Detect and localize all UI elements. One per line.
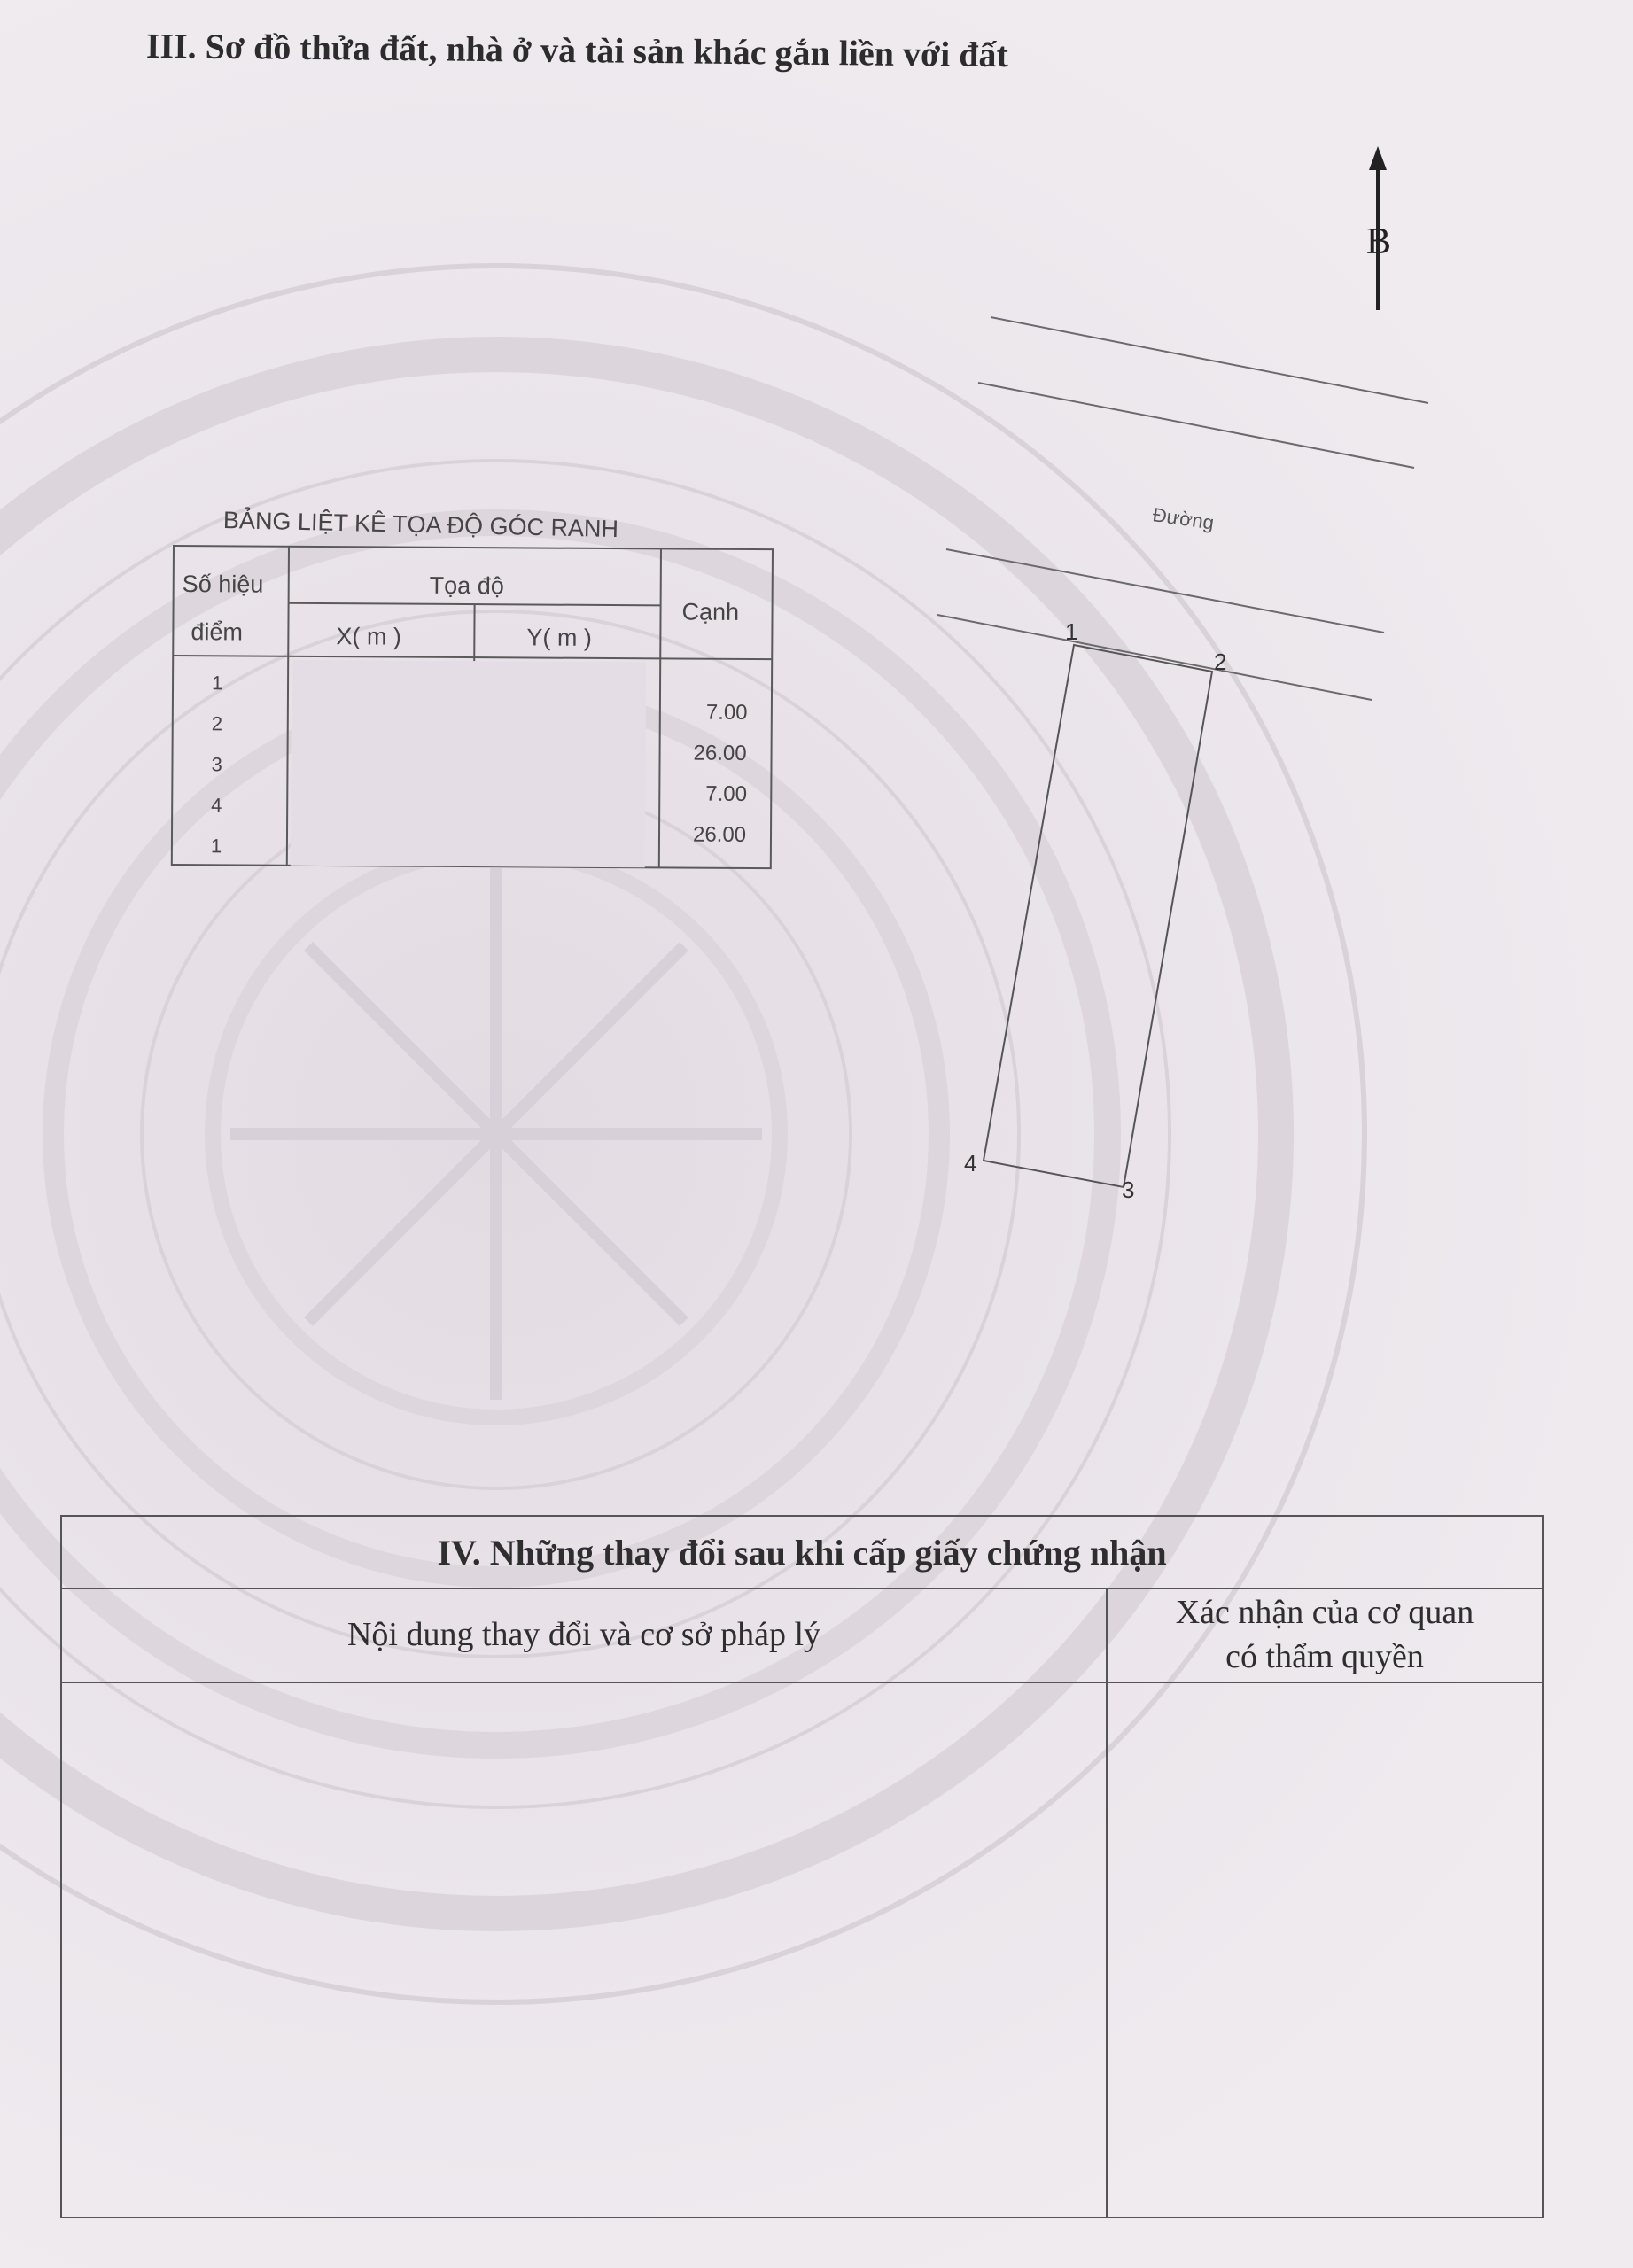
- vertex-label: 1: [1065, 618, 1078, 645]
- north-label: B: [1366, 221, 1392, 262]
- point-label: 2: [211, 712, 223, 735]
- north-arrow: [1366, 146, 1391, 310]
- changes-title: IV. Những thay đổi sau khi cấp giấy chứng nhận: [62, 1517, 1542, 1589]
- road-label: Đường: [1151, 503, 1216, 534]
- vertex-label: 2: [1214, 649, 1227, 675]
- header-coords: Tọa độ: [429, 571, 504, 600]
- header-point-line2: điểm: [191, 618, 244, 646]
- land-parcel: [984, 645, 1212, 1187]
- authority-confirmation-line1: Xác nhận của cơ quan: [1175, 1594, 1474, 1631]
- point-label: 3: [211, 753, 222, 776]
- changes-table: [60, 1515, 1544, 2218]
- vertex-label: 3: [1122, 1177, 1135, 1203]
- edge-length: 26.00: [692, 822, 747, 847]
- change-content-header: Nội dung thay đổi và cơ sở pháp lý: [346, 1616, 821, 1653]
- header-y: Y( m ): [526, 624, 592, 651]
- header-divider: [62, 1682, 1542, 1683]
- coordinate-table-title: BẢNG LIỆT KÊ TỌA ĐỘ GÓC RANH: [222, 507, 619, 543]
- section-title: III. Sơ đồ thửa đất, nhà ở và tài sản khác gắn liền với đất: [145, 26, 1009, 75]
- authority-confirmation-line2: có thẩm quyền: [1225, 1638, 1424, 1675]
- header-point-line1: Số hiệu: [182, 571, 264, 598]
- edge-length: 7.00: [705, 700, 748, 725]
- header-edge: Cạnh: [681, 598, 740, 625]
- vertex-label: 4: [964, 1150, 977, 1177]
- point-label: 1: [210, 835, 222, 858]
- edge-length: 26.00: [693, 741, 747, 765]
- point-label: 1: [211, 672, 223, 695]
- header-x: X( m ): [336, 623, 401, 650]
- edge-length: 7.00: [705, 781, 748, 806]
- authority-confirmation-header: [1108, 1588, 1542, 1682]
- point-label: 4: [211, 794, 222, 817]
